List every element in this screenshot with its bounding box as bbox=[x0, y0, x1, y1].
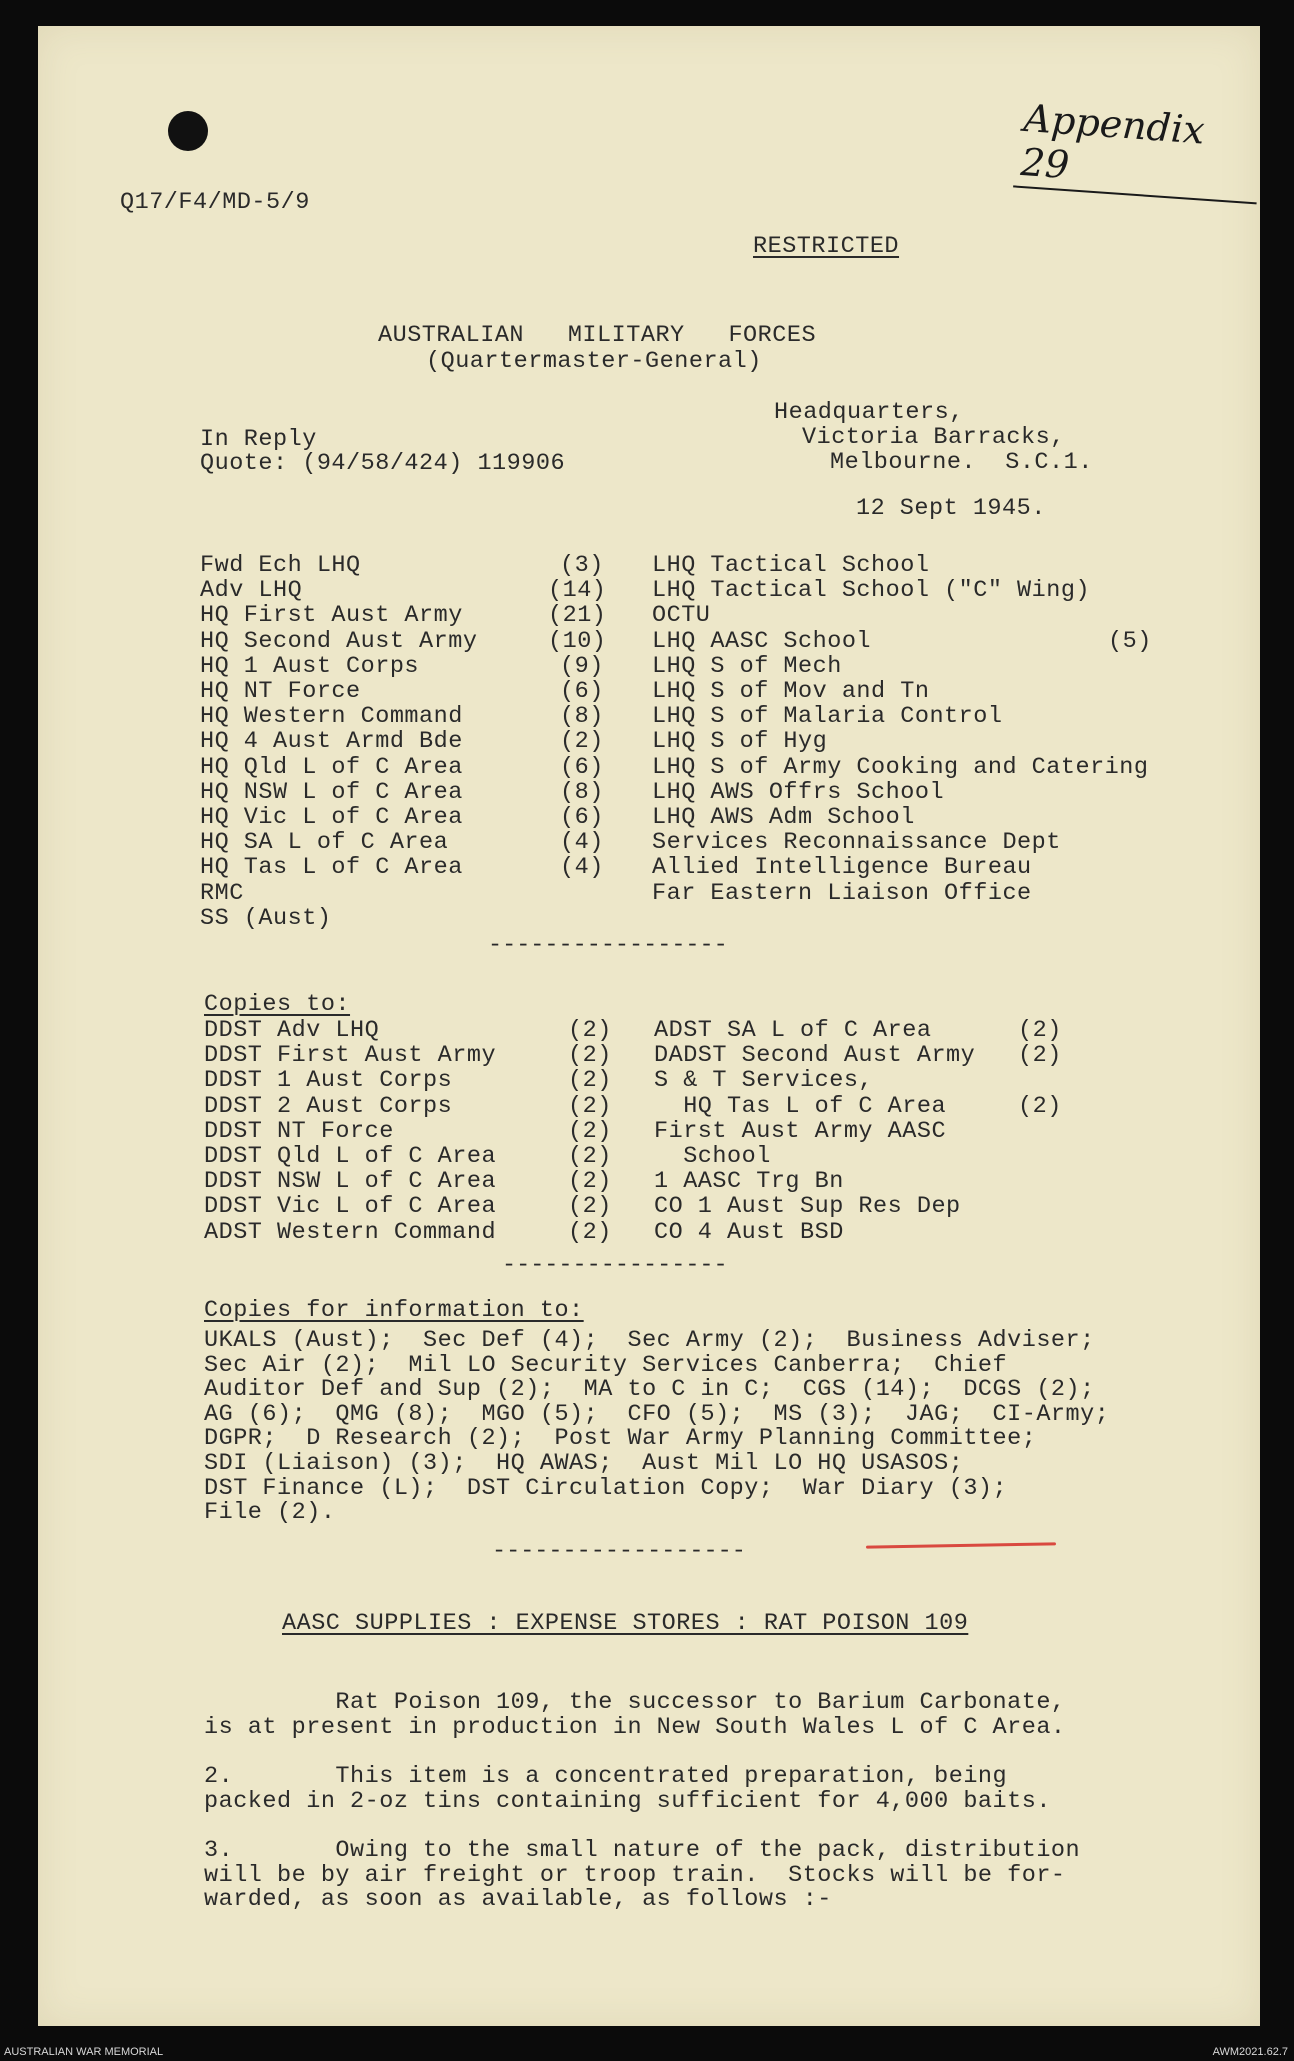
copy-recipient: DDST NT Force bbox=[204, 1117, 394, 1145]
separator-rule: ----------------- bbox=[488, 932, 728, 959]
copy-recipient: First Aust Army AASC bbox=[654, 1117, 947, 1145]
classification: RESTRICTED bbox=[753, 233, 900, 260]
document-page bbox=[38, 26, 1260, 2026]
separator-rule: ---------------- bbox=[502, 1252, 728, 1279]
distribution-count: (10) bbox=[548, 627, 607, 655]
distribution-unit: LHQ Tactical School ("C" Wing) bbox=[652, 577, 1091, 605]
distribution-unit: LHQ AASC School bbox=[652, 627, 872, 655]
para1-line: is at present in production in New South Wales L of C Area. bbox=[204, 1713, 1066, 1741]
copy-recipient: 1 AASC Trg Bn bbox=[654, 1168, 844, 1196]
distribution-unit: OCTU bbox=[652, 602, 711, 630]
distribution-count: (21) bbox=[548, 602, 607, 630]
copy-recipient: HQ Tas L of C Area bbox=[654, 1092, 947, 1120]
copy-count: (2) bbox=[568, 1017, 612, 1044]
copy-count: (2) bbox=[568, 1218, 612, 1246]
organisation-subtitle: (Quartermaster-General) bbox=[426, 348, 762, 375]
para1-line: Rat Poison 109, the successor to Barium Carbonate, bbox=[204, 1689, 1066, 1716]
distribution-unit: HQ Second Aust Army bbox=[200, 627, 478, 655]
copy-recipient: ADST SA L of C Area bbox=[654, 1017, 932, 1044]
copy-count: (2) bbox=[568, 1168, 612, 1196]
distribution-unit: HQ First Aust Army bbox=[200, 602, 463, 630]
distribution-unit: RMC bbox=[200, 879, 244, 907]
info-line: Auditor Def and Sup (2); MA to C in C; CGS (14); DCGS (2); bbox=[204, 1376, 1095, 1404]
copy-recipient: CO 4 Aust BSD bbox=[654, 1218, 844, 1246]
punch-hole bbox=[168, 111, 208, 151]
distribution-unit: LHQ Tactical School bbox=[652, 552, 930, 579]
info-line: SDI (Liaison) (3); HQ AWAS; Aust Mil LO HQ USASOS; bbox=[204, 1450, 964, 1477]
distribution-count: (8) bbox=[560, 703, 604, 731]
copy-recipient: DDST Adv LHQ bbox=[204, 1017, 380, 1044]
distribution-unit: Adv LHQ bbox=[200, 577, 303, 605]
para3-line: warded, as soon as available, as follows :- bbox=[204, 1886, 832, 1913]
copy-count: (2) bbox=[568, 1193, 612, 1221]
subject-heading: AASC SUPPLIES : EXPENSE STORES : RAT POISON 109 bbox=[282, 1610, 969, 1637]
info-line: File (2). bbox=[204, 1499, 336, 1527]
hq-line-1: Headquarters, bbox=[774, 399, 964, 426]
document-date: 12 Sept 1945. bbox=[856, 495, 1046, 522]
info-line: UKALS (Aust); Sec Def (4); Sec Army (2); Business Adviser; bbox=[204, 1327, 1095, 1354]
distribution-count: (8) bbox=[560, 778, 604, 806]
copy-count: (2) bbox=[568, 1143, 612, 1170]
copy-recipient: CO 1 Aust Sup Res Dep bbox=[654, 1193, 961, 1221]
copy-count: (2) bbox=[568, 1067, 612, 1095]
distribution-unit: HQ NSW L of C Area bbox=[200, 778, 463, 806]
para2-line: packed in 2-oz tins containing sufficient for 4,000 baits. bbox=[204, 1787, 1051, 1815]
distribution-unit: Services Reconnaissance Dept bbox=[652, 829, 1061, 857]
distribution-count: (9) bbox=[560, 652, 604, 680]
distribution-unit: HQ 4 Aust Armd Bde bbox=[200, 728, 463, 756]
handwritten-annotation: Appendix 29 bbox=[1013, 96, 1263, 205]
distribution-unit: Allied Intelligence Bureau bbox=[652, 854, 1032, 882]
footer-archive-name: AUSTRALIAN WAR MEMORIAL bbox=[4, 2046, 164, 2058]
distribution-unit: Fwd Ech LHQ bbox=[200, 552, 361, 579]
para3-line: 3. Owing to the small nature of the pack, distribution bbox=[204, 1837, 1081, 1864]
distribution-unit: HQ SA L of C Area bbox=[200, 829, 449, 857]
distribution-unit: LHQ AWS Adm School bbox=[652, 804, 915, 831]
copy-recipient: DDST NSW L of C Area bbox=[204, 1168, 497, 1196]
distribution-count: (14) bbox=[548, 577, 607, 605]
hq-line-2: Victoria Barracks, bbox=[802, 424, 1065, 451]
copy-recipient: DADST Second Aust Army bbox=[654, 1042, 976, 1070]
copy-count: (2) bbox=[568, 1092, 612, 1120]
distribution-unit: HQ Western Command bbox=[200, 703, 463, 731]
hq-line-3: Melbourne. S.C.1. bbox=[830, 449, 1093, 476]
copy-recipient: S & T Services, bbox=[654, 1067, 874, 1095]
red-underline-mark bbox=[866, 1542, 1056, 1548]
para3-line: will be by air freight or troop train. Stocks will be for- bbox=[204, 1861, 1066, 1889]
info-line: AG (6); QMG (8); MGO (5); CFO (5); MS (3); JAG; CI-Army; bbox=[204, 1400, 1110, 1428]
copy-recipient: DDST Qld L of C Area bbox=[204, 1143, 497, 1170]
reply-quote: Quote: (94/58/424) 119906 bbox=[200, 450, 566, 477]
organisation-title: AUSTRALIAN MILITARY FORCES bbox=[378, 322, 817, 349]
distribution-unit: LHQ S of Army Cooking and Catering bbox=[652, 753, 1149, 781]
distribution-unit: HQ NT Force bbox=[200, 678, 361, 705]
distribution-unit: Far Eastern Liaison Office bbox=[652, 879, 1032, 907]
distribution-unit: LHQ S of Malaria Control bbox=[652, 703, 1003, 731]
copy-recipient: DDST 2 Aust Corps bbox=[204, 1092, 453, 1120]
file-reference: Q17/F4/MD-5/9 bbox=[120, 189, 310, 216]
copy-count: (2) bbox=[1018, 1042, 1062, 1070]
distribution-unit: SS (Aust) bbox=[200, 904, 332, 932]
info-line: Sec Air (2); Mil LO Security Services Canberra; Chief bbox=[204, 1351, 1008, 1379]
footer-accession-id: AWM2021.62.7 bbox=[1212, 2046, 1288, 2058]
copy-recipient: ADST Western Command bbox=[204, 1218, 497, 1246]
distribution-unit: LHQ S of Mov and Tn bbox=[652, 678, 930, 705]
reply-label: In Reply bbox=[200, 426, 317, 453]
copy-count: (2) bbox=[568, 1042, 612, 1070]
distribution-unit: LHQ AWS Offrs School bbox=[652, 778, 945, 806]
distribution-unit: HQ Vic L of C Area bbox=[200, 804, 463, 831]
copy-recipient: DDST 1 Aust Corps bbox=[204, 1067, 453, 1095]
distribution-unit: LHQ S of Hyg bbox=[652, 728, 828, 756]
copies-heading: Copies to: bbox=[204, 991, 351, 1018]
info-line: DGPR; D Research (2); Post War Army Planning Committee; bbox=[204, 1425, 1037, 1453]
distribution-count: (4) bbox=[560, 829, 604, 857]
copy-recipient: School bbox=[654, 1143, 771, 1170]
info-line: DST Finance (L); DST Circulation Copy; War Diary (3); bbox=[204, 1474, 1008, 1502]
copy-count: (2) bbox=[568, 1117, 612, 1145]
distribution-count: (5) bbox=[1108, 627, 1152, 655]
copy-recipient: DDST Vic L of C Area bbox=[204, 1193, 497, 1221]
copy-recipient: DDST First Aust Army bbox=[204, 1042, 497, 1070]
distribution-count: (3) bbox=[560, 552, 604, 579]
distribution-count: (2) bbox=[560, 728, 604, 756]
copy-count: (2) bbox=[1018, 1092, 1062, 1120]
distribution-unit: HQ Qld L of C Area bbox=[200, 753, 463, 781]
distribution-count: (6) bbox=[560, 678, 604, 705]
para2-line: 2. This item is a concentrated preparation, being bbox=[204, 1763, 1008, 1790]
distribution-unit: HQ 1 Aust Corps bbox=[200, 652, 420, 680]
copy-count: (2) bbox=[1018, 1017, 1062, 1044]
distribution-unit: LHQ S of Mech bbox=[652, 652, 842, 680]
distribution-count: (4) bbox=[560, 854, 604, 882]
info-heading: Copies for information to: bbox=[204, 1297, 584, 1324]
distribution-count: (6) bbox=[560, 804, 604, 831]
distribution-unit: HQ Tas L of C Area bbox=[200, 854, 463, 882]
distribution-count: (6) bbox=[560, 753, 604, 781]
separator-rule: ------------------ bbox=[492, 1538, 746, 1565]
